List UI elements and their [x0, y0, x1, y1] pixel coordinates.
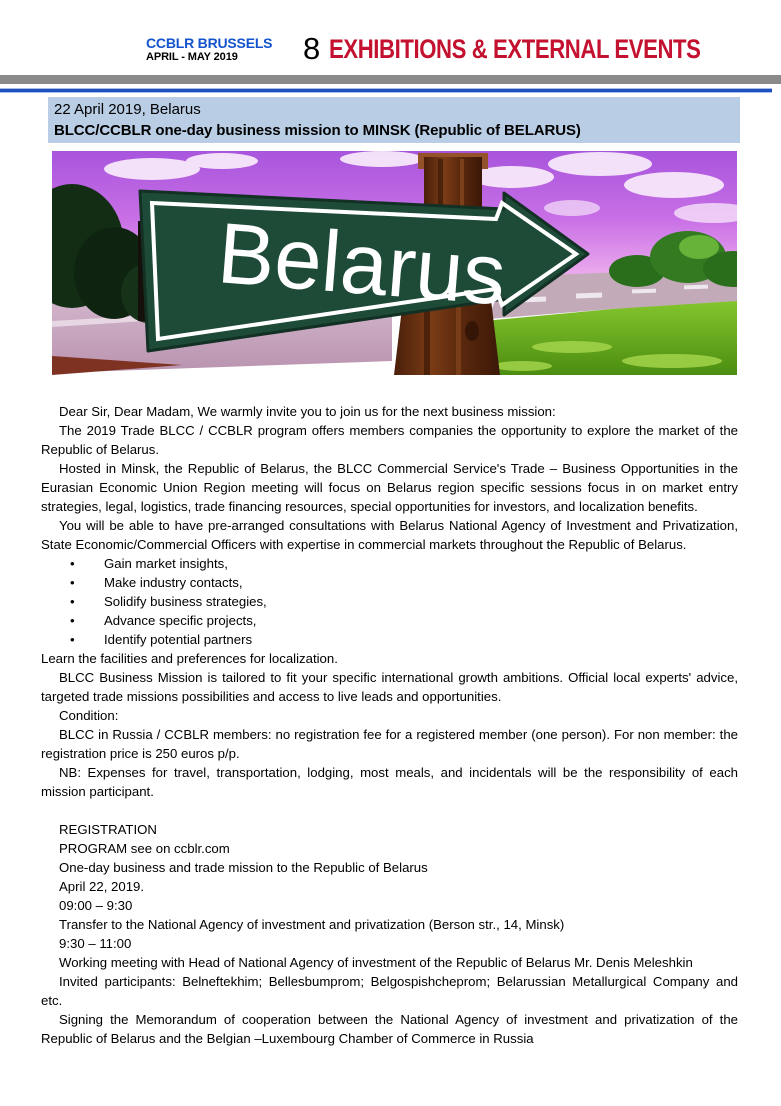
blank-line [41, 801, 738, 820]
list-item: • Make industry contacts, [41, 573, 738, 592]
blue-rule [0, 88, 772, 93]
paragraph-learn: Learn the facilities and preferences for localization. [41, 651, 338, 666]
section-heading [303, 33, 781, 65]
paragraph-condition: Condition: [59, 708, 119, 723]
sign-text: Belarus [214, 205, 513, 324]
registration-line: One-day business and trade mission to the Republic of Belarus [59, 860, 428, 875]
registration-line: 9:30 – 11:00 [59, 936, 132, 951]
gray-divider [0, 75, 781, 84]
list-item: • Solidify business strategies, [41, 592, 738, 611]
list-item: • Gain market insights, [41, 554, 738, 573]
paragraph-tailored: BLCC Business Mission is tailored to fit your specific international growth ambitions. Official local experts' advice, targeted trade missions possibilities and access to live leads and opportunities. [41, 670, 738, 704]
registration-line: Working meeting with Head of National Agency of investment of the Republic of Belarus Mr. Denis Meleshkin [59, 955, 693, 970]
brand-block [146, 36, 272, 64]
list-item: • Identify potential partners [41, 630, 738, 649]
section-title: EXHIBITIONS & EXTERNAL EVENTS [329, 34, 701, 64]
paragraph-invite: Dear Sir, Dear Madam, We warmly invite you to join us for the next business mission: [59, 404, 556, 419]
benefits-list [41, 554, 738, 649]
registration-line: 09:00 – 9:30 [59, 898, 133, 913]
belarus-sign-photo [52, 151, 737, 375]
registration-line: Transfer to the National Agency of investment and privatization (Berson str., 14, Minsk) [59, 917, 565, 932]
brand-period: APRIL - MAY 2019 [146, 51, 238, 63]
paragraph-fee: BLCC in Russia / CCBLR members: no registration fee for a registered member (one person). For non member: the registration price is 250 euros p/p. [41, 727, 738, 761]
section-number: 8 [303, 31, 321, 66]
event-header-bar [48, 97, 740, 143]
list-item: • Advance specific projects, [41, 611, 738, 630]
body-text [41, 402, 738, 1048]
paragraph-consultations: You will be able to have pre-arranged consultations with Belarus National Agency of Investment and Privatization, State Economic/Commercial Officers with expertise in commercial markets throughout the Republic of Belarus. [41, 518, 738, 552]
paragraph-hosted: Hosted in Minsk, the Republic of Belarus, the BLCC Commercial Service's Trade – Business Opportunities in the Eurasian Economic Union Region meeting will focus on Belarus region specific sessions focus in on market entry strategies, legal, logistics, trade financing resources, special opportunities for investors, and localization benefits. [41, 461, 738, 514]
paragraph-signing: Signing the Memorandum of cooperation between the National Agency of investment and privatization of the Republic of Belarus and the Belgian –Luxembourg Chamber of Commerce in Russia [41, 1012, 738, 1046]
event-title: BLCC/CCBLR one-day business mission to MINSK (Republic of BELARUS) [54, 122, 581, 139]
paragraph-invited: Invited participants: Belneftekhim; Bellesbumprom; Belgospishcheprom; Belarussian Metallurgical Company and etc. [41, 974, 738, 1008]
registration-line: REGISTRATION [59, 822, 157, 837]
paragraph-nb: NB: Expenses for travel, transportation, lodging, most meals, and incidentals will be the responsibility of each mission participant. [41, 765, 738, 799]
registration-line: April 22, 2019. [59, 879, 145, 894]
event-date: 22 April 2019, Belarus [54, 101, 201, 118]
paragraph-program: The 2019 Trade BLCC / CCBLR program offers members companies the opportunity to explore the market of the Republic of Belarus. [41, 423, 738, 457]
brand-name: CCBLR BRUSSELS [146, 35, 273, 51]
registration-line: PROGRAM see on ccblr.com [59, 841, 230, 856]
